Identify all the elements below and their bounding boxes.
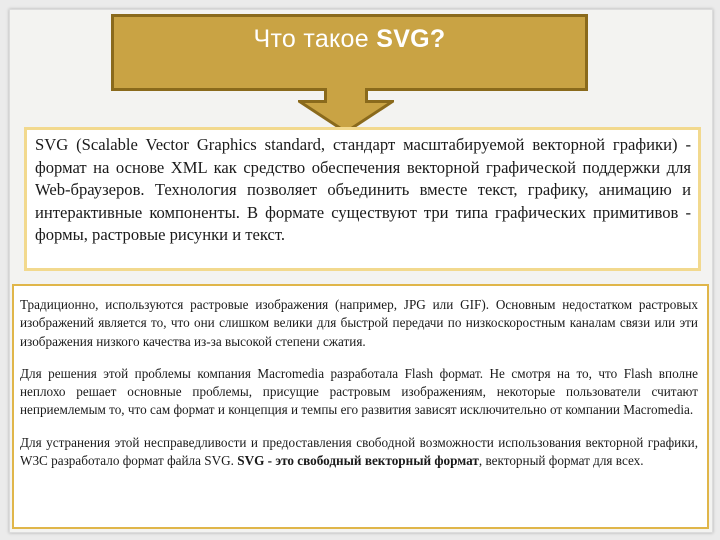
title-prefix: Что такое <box>253 25 377 53</box>
definition-body: (Scalable Vector Graphics standard, стандарт масштабируемой векторной графики) - формат на основе XML как средство обеспечения векторной графической поддержки для Web-браузеров. Технология позволяет объединить вместе текст, графику, анимацию и интерактивные компоненты. В формате существуют три типа графических примитивов - формы, растровые рисунки и текст. <box>35 135 691 245</box>
body-text-box <box>12 284 709 529</box>
title-emphasis: SVG? <box>376 25 446 53</box>
paragraph-w3c-bold: SVG - это свободный векторный формат <box>237 453 479 469</box>
definition-lead: SVG <box>35 135 69 154</box>
paragraph-w3c-svg <box>20 434 698 471</box>
paragraph-flash-format: Для решения этой проблемы компания Macromedia разработала Flash формат. Не смотря на то, что Flash вполне неплохо решает основные проблемы, присущие растровым изображениям, некоторые пользователи считают неприемлемым то, что сам формат и концепция и темпы его развития зависят исключительно от компании Macromedia. <box>20 365 698 418</box>
title-box <box>111 14 588 91</box>
paragraph-w3c-end: , векторный формат для всех. <box>478 453 644 469</box>
paragraph-raster-images: Традиционно, используются растровые изображения (например, JPG или GIF). Основным недостатком растровых изображений является то, что они слишком велики для быстрой передачи по низкоскоростным каналам связи или эти изображения низкого качества из-за высокой степени сжатия. <box>20 297 698 349</box>
slide-title <box>114 25 585 54</box>
definition-text <box>35 134 691 247</box>
paragraph-w3c-start: Для устранения этой несправедливости и предоставления свободной возможности использования векторной графики, W3C разработало формат файла SVG. <box>20 434 698 469</box>
definition-box <box>24 127 701 271</box>
